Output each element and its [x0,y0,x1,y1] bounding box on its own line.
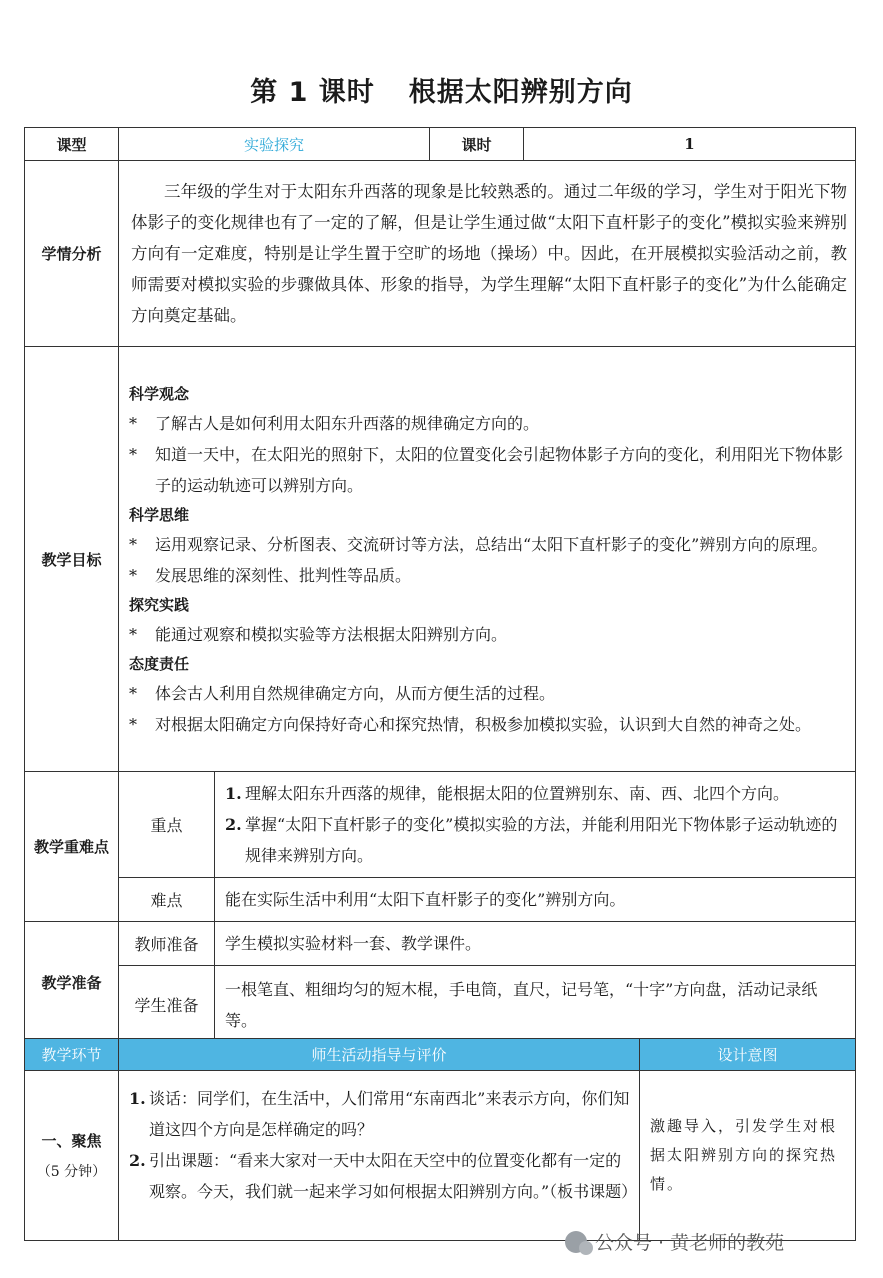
goal-item: * 对根据太阳确定方向保持好奇心和探究热情，积极参加模拟实验，认识到大自然的神奇之处。 [129,709,849,740]
keypoints-label: 教学重难点 [25,772,119,922]
goals-label: 教学目标 [25,347,119,772]
star-icon: * [129,445,137,464]
lesson-number: 第 1 课时 [250,77,375,108]
goal-heading: 探究实践 [129,596,190,614]
wechat-icon [565,1231,587,1253]
analysis-label: 学情分析 [25,161,119,347]
prep-label: 教学准备 [25,922,119,1044]
activity-cell [119,1071,640,1241]
key-label: 重点 [119,772,215,878]
student-prep-label: 学生准备 [119,966,215,1044]
analysis-row [25,161,856,347]
activity-item: 1. 谈话：同学们，在生活中，人们常用“东南西北”来表示方向，你们知道这四个方向是怎样确定的吗？ [129,1089,630,1139]
period-value: 1 [524,128,856,161]
section-name: 一、聚焦 [41,1132,102,1150]
design-intent: 激趣导入，引发学生对根据太阳辨别方向的探究热情。 [640,1071,856,1241]
watermark [565,1228,784,1255]
teacher-prep-row [25,922,856,966]
process-row [25,1071,856,1241]
goal-item: * 发展思维的深刻性、批判性等品质。 [129,560,849,591]
goal-heading: 态度责任 [129,655,190,673]
star-icon: * [129,535,137,554]
process-table [24,1038,856,1241]
goal-heading: 科学观念 [129,385,190,403]
lesson-plan-table [24,127,856,1044]
teacher-prep-text: 学生模拟实验材料一套、教学课件。 [215,922,856,966]
difficulty-text: 能在实际生活中利用“太阳下直杆影子的变化”辨别方向。 [215,878,856,922]
header-stage: 教学环节 [25,1039,119,1071]
goal-item: * 能通过观察和模拟实验等方法根据太阳辨别方向。 [129,619,849,650]
star-icon: * [129,684,137,703]
analysis-text-cell [119,161,856,347]
lesson-title: 根据太阳辨别方向 [408,77,633,108]
section-cell [25,1071,119,1241]
process-header-row [25,1039,856,1071]
watermark-text: 公众号 · 黄老师的教苑 [595,1232,785,1254]
analysis-text: 三年级的学生对于太阳东升西落的现象是比较熟悉的。通过二年级的学习，学生对于阳光下物体影子的变化规律也有了一定的了解，但是让学生通过做“太阳下直杆影子的变化”模拟实验来辨别方向有一定难度，特别是让学生置于空旷的场地（操场）中。因此，在开展模拟实验活动之前，教师需要对模拟实验的步骤做具体、形象的指导，为学生理解“太阳下直杆影子的变化”为什么能确定方向奠定基础。 [131,182,848,325]
star-icon: * [129,625,137,644]
header-design: 设计意图 [640,1039,856,1071]
section-time: （5 分钟） [36,1164,107,1180]
activity-item: 2. 引出课题：“看来大家对一天中太阳在天空中的位置变化都有一定的观察。今天，我们就一起来学习如何根据太阳辨别方向。”（板书课题） [129,1151,638,1201]
header-activity: 师生活动指导与评价 [119,1039,640,1071]
star-icon: * [129,566,137,585]
star-icon: * [129,715,137,734]
difficulty-label: 难点 [119,878,215,922]
goals-row [25,347,856,772]
course-type-value: 实验探究 [119,128,430,161]
goal-item: * 了解古人是如何利用太阳东升西落的规律确定方向的。 [129,408,849,439]
key-point-item: 1. 理解太阳东升西落的规律，能根据太阳的位置辨别东、南、西、北四个方向。 [225,784,790,803]
student-prep-row [25,966,856,1044]
course-type-label: 课型 [25,128,119,161]
teacher-prep-label: 教师准备 [119,922,215,966]
goal-item: * 运用观察记录、分析图表、交流研讨等方法，总结出“太阳下直杆影子的变化”辨别方向的原理。 [129,529,849,560]
star-icon: * [129,414,137,433]
key-point-item: 2. 掌握“太阳下直杆影子的变化”模拟实验的方法，并能利用阳光下物体影子运动轨迹的规律来辨别方向。 [225,815,838,865]
goal-heading: 科学思维 [129,506,190,524]
student-prep-text: 一根笔直、粗细均匀的短木棍，手电筒，直尺，记号笔，“十字”方向盘，活动记录纸等。 [215,966,856,1044]
goal-item: * 体会古人利用自然规律确定方向，从而方便生活的过程。 [129,678,849,709]
info-row [25,128,856,161]
goals-cell [119,347,856,772]
page-title [0,70,883,109]
difficulty-row [25,878,856,922]
period-label: 课时 [430,128,524,161]
key-point-row [25,772,856,878]
key-points-cell [215,772,856,878]
goal-item: * 知道一天中，在太阳光的照射下，太阳的位置变化会引起物体影子方向的变化，利用阳光下物体影子的运动轨迹可以辨别方向。 [129,439,849,501]
